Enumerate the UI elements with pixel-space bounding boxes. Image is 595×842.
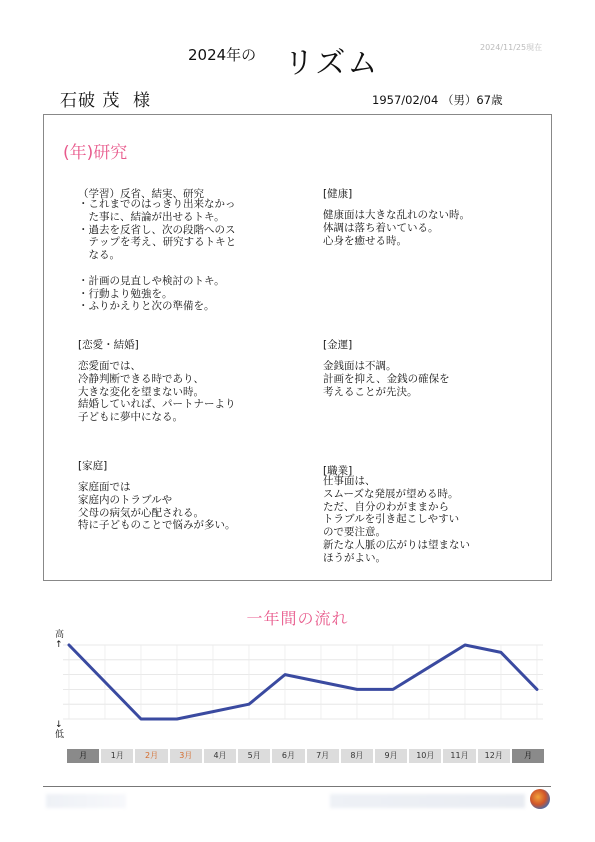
section-love-header: [恋愛・結婚] <box>78 339 139 351</box>
month-label: 6月 <box>272 749 304 763</box>
year-theme: (年)研究 <box>63 143 128 163</box>
month-label: 5月 <box>238 749 270 763</box>
month-label: 8月 <box>341 749 373 763</box>
rhythm-series-line <box>69 645 537 719</box>
section-study-body: ・これまでのはっきり出来なかっ た事に、結論が出せるトキ。 ・過去を反省し、次の段階へのス テップを考え、研究するトキと なる。 ・計画の見直しや検討のトキ。 ・行動より勉強を。 ・ふりかえりと次の準備を。 <box>78 198 237 313</box>
chart-title: 一年間の流れ <box>246 609 349 628</box>
month-label: 2月 <box>135 749 167 763</box>
footer-left-text-blurred <box>46 794 126 808</box>
footer-right-text-blurred <box>330 794 525 808</box>
section-health-header: [健康] <box>323 188 353 200</box>
section-health-body: 健康面は大きな乱れのない時。 体調は落ち着いている。 心身を癒せる時。 <box>323 209 470 247</box>
month-label: 9月 <box>375 749 407 763</box>
rhythm-line-chart <box>63 637 543 737</box>
footer-logo <box>530 789 550 809</box>
section-love-body: 恋愛面では、 冷静判断できる時であり、 大きな変化を望まない時。 結婚していれば、パートナーより 子どもに夢中になる。 <box>78 360 236 424</box>
title-year-prefix: 2024年の <box>188 46 257 64</box>
month-axis <box>67 749 544 763</box>
month-label: 10月 <box>409 749 441 763</box>
person-honorific: 様 <box>133 91 150 111</box>
section-money-body: 金銭面は不調。 計画を抑え、金銭の確保を 考えることが先決。 <box>323 360 450 398</box>
month-label: 7月 <box>307 749 339 763</box>
footer-divider <box>43 786 551 787</box>
chart-grid <box>63 645 543 719</box>
date-stamp: 2024/11/25現在 <box>480 43 543 52</box>
person-name: 石破 茂 <box>60 91 121 111</box>
month-label: 月 <box>67 749 99 763</box>
section-work-header: [職業] <box>323 465 353 477</box>
y-axis-low-label: ↓ 低 <box>55 720 65 740</box>
section-family-body: 家庭面では 家庭内のトラブルや 父母の病気が心配される。 特に子どものことで悩みが多い。 <box>78 481 236 532</box>
section-money-header: [金運] <box>323 339 353 351</box>
month-label: 3月 <box>170 749 202 763</box>
month-label: 月 <box>512 749 544 763</box>
section-family-header: [家庭] <box>78 460 108 472</box>
month-label: 1月 <box>101 749 133 763</box>
birth-info: 1957/02/04 （男）67歳 <box>372 93 503 107</box>
month-label: 4月 <box>204 749 236 763</box>
page-title: リズム <box>284 46 380 81</box>
section-study-header: （学習）反省、結実、研究 <box>78 188 204 200</box>
y-axis-high-label: 高 ↑ <box>55 630 65 650</box>
section-work-body: 仕事面は、 スムーズな発展が望める時。 ただ、自分のわがままから トラブルを引き起こしやすい ので要注意。 新たな人脈の広がりは望まない ほうがよい。 <box>323 475 470 564</box>
month-label: 11月 <box>443 749 475 763</box>
month-label: 12月 <box>478 749 510 763</box>
